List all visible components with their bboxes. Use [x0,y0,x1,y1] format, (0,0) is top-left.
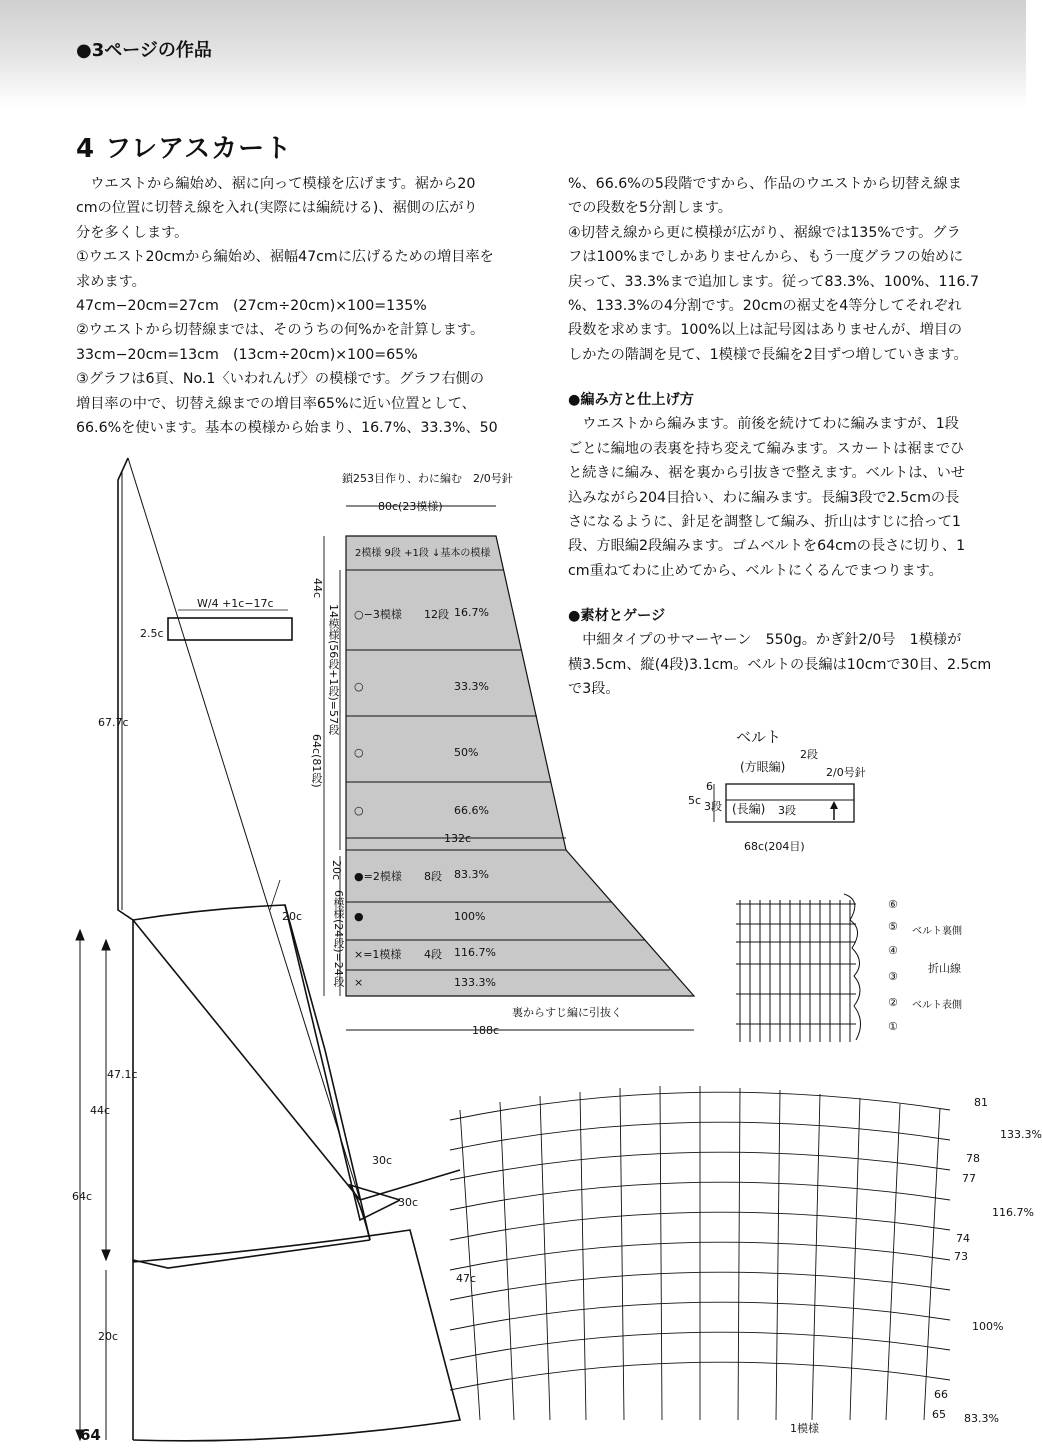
left-height-2: 44c [90,1104,111,1117]
text-line: 分を多くします。 [76,224,189,241]
hem-percent: 83.3% [964,1412,999,1425]
page-number: 64 [80,1426,101,1444]
row-rows: 4段 [424,948,442,961]
row-marker: ● [354,910,364,923]
belt-grid-label: (方眼編) [740,760,786,774]
belt-hook: 2/0号針 [826,766,866,779]
top-width-label: 80c(23模様) [378,500,443,513]
text-line: ③グラフは6頁、No.1〈いわれんげ〉の模様です。グラフ右側の [76,371,485,388]
side-label-2: 30c [398,1196,419,1209]
knit-heading: ●編み方と仕上げ方 [568,392,694,408]
belt-row-mark: ① [888,1020,898,1033]
text-line: 66.6%を使います。基本の模様から始まり、16.7%、33.3%、50 [76,420,498,437]
belt-row-mark: ③ [888,970,898,983]
belt-grid-rows: 2段 [800,748,818,761]
row-marker: ○ [354,680,364,693]
slant-length-label: 67.7c [98,716,129,729]
text-line: 横3.5cm、縦(4段)3.1cm。ベルトの長編は10cmで30目、2.5cm [568,656,992,673]
waist-formula: W/4 +1c−17c [197,597,274,610]
belt-height: 5c [688,794,702,807]
text-line: しかたの階調を見て、1模様で長編を2目ずつ増していきます。 [568,346,968,363]
text-line: %、133.3%の4分割です。20cmの裾丈を4等分してそれぞれ [568,298,962,315]
left-height-3: 20c [98,1330,119,1343]
repeat-label: 1模様 [790,1422,819,1435]
page-title: 4 フレアスカート [76,134,293,164]
side-label-1: 30c [372,1154,393,1167]
hem-row-mark: 81 [974,1096,988,1109]
row-percent: 100% [454,910,486,923]
hem-row-mark: 73 [954,1250,968,1263]
text-line: 段、方眼編2段編みます。ゴムベルトを64cmの長さに切り、1 [568,538,966,555]
row-rows: 8段 [424,870,442,883]
hip-width-label: 20c [282,910,303,923]
belt-row-mark: ⑥ [888,898,898,911]
upper-rows-label: 14模様(56段+1段)=57段 [327,604,340,736]
side-label-3: 47c [456,1272,477,1285]
belt-dc-label: (長編) [732,802,766,816]
hem-percent: 100% [972,1320,1004,1333]
belt-title: ベルト [736,728,782,746]
row-rows: 12段 [424,608,449,621]
hem-row-mark: 74 [956,1232,970,1245]
row-percent: 83.3% [454,868,489,881]
text-line: cmの位置に切替え線を入れ(実際には編続ける)、裾側の広がり [76,200,478,217]
fold-line-label: 折山線 [928,962,961,975]
left-height-1: 47.1c [107,1068,138,1081]
belt-stitch-chart [732,890,882,1050]
row-percent: 16.7% [454,606,489,619]
text-line: 段数を求めます。100%以上は記号図はありませんが、増目の [568,322,963,339]
text-line: 47cm−20cm=27cm (27cm÷20cm)×100=135% [76,298,427,315]
lower-rows-label: 6模様(24段)=24段 [332,890,345,987]
material-heading: ●素材とゲージ [568,608,666,624]
total-height-label: 64c(81段) [310,734,323,788]
cast-on-note: 鎖253目作り、わに編む 2/0号針 [342,472,513,485]
hem-row-mark: 65 [932,1408,946,1421]
row-marker: ○ [354,804,364,817]
text-line: 求めます。 [76,273,146,290]
right-column [568,172,1008,367]
text-line: ①ウエスト20cmから編始め、裾幅47cmに広げるための増目率を [76,249,494,266]
row-marker: ○−3模様 [354,608,402,621]
row-marker: × [354,976,364,989]
text-line: ごとに編地の表裏を持ち変えて編みます。スカートは裾までひ [568,440,965,457]
text-line: と続きに編み、裾を裏から引抜きで整えます。ベルトは、いせ [568,465,965,482]
text-line: 33cm−20cm=13cm (13cm÷20cm)×100=65% [76,346,418,363]
row-percent: 50% [454,746,479,759]
text-line: ウエストから編始め、裾に向って模様を広げます。裾から20 [90,176,476,192]
text-line: cm重ねてわに止めてから、ベルトにくるんでまつります。 [568,562,943,579]
hem-percent: 133.3% [1000,1128,1042,1141]
text-line: フは100%までしかありませんから、もう一度グラフの始めに [568,249,964,266]
upper-height-label: 44c [311,578,324,599]
left-column [76,172,516,440]
hem-row-mark: 78 [966,1152,980,1165]
belt-front-label: ベルト表側 [912,1000,962,1011]
belt-width: 68c(204目) [744,840,805,853]
hem-stitch-chart [440,1070,960,1430]
text-line: %、66.6%の5段階ですから、作品のウエストから切替え線ま [568,176,962,192]
text-line: ②ウエストから切替線までは、そのうちの何%かを計算します。 [76,322,485,339]
row-percent: 116.7% [454,946,496,959]
text-line: 増目率の中で、切替え線までの増目率65%に近い位置として、 [76,395,476,412]
belt-rows-a: 6 [706,780,713,793]
text-line: 戻って、33.3%まで追加します。従って83.3%、100%、116.7 [568,273,980,290]
hem-row-mark: 66 [934,1388,948,1401]
row-marker: ●=2模様 [354,870,402,883]
bottom-width-label: 188c [472,1024,500,1037]
text-line: で3段。 [568,681,620,698]
hem-percent: 116.7% [992,1206,1034,1219]
first-row-label: 2模様 9段 +1段 ↓基本の模様 [355,548,491,559]
text-line: さになるように、針足を調整して編み、折山はすじに拾って1 [568,514,961,531]
row-percent: 33.3% [454,680,489,693]
hem-row-mark: 77 [962,1172,976,1185]
text-line: ウエストから編みます。前後を続けてわに編みますが、1段 [582,416,959,433]
section-label: ●3ページの作品 [76,40,212,61]
belt-back-label: ベルト裏側 [912,926,962,937]
text-line: ④切替え線から更に模様が広がり、裾線では135%です。グラ [568,224,961,241]
belt-dc-rows: 3段 [778,804,796,817]
left-total-height: 64c [72,1190,93,1203]
row-marker: ○ [354,746,364,759]
text-line: 中細タイプのサマーヤーン 550g。かぎ針2/0号 1模様が [582,632,962,649]
lower-height-label: 20c [330,860,343,881]
mid-width-label: 132c [444,832,472,845]
text-line: での段数を5分割します。 [568,200,732,217]
row-percent: 133.3% [454,976,496,989]
bottom-note: 裏からすじ編に引抜く [512,1006,622,1019]
belt-row-mark: ④ [888,944,898,957]
row-percent: 66.6% [454,804,489,817]
belt-height-label: 2.5c [140,627,164,640]
belt-row-mark: ② [888,996,898,1009]
row-marker: ×=1模様 [354,948,402,961]
text-line: 込みながら204目拾い、わに編みます。長編3段で2.5cmの長 [568,489,960,506]
belt-row-mark: ⑤ [888,920,898,933]
belt-rows-b: 3段 [704,800,722,813]
